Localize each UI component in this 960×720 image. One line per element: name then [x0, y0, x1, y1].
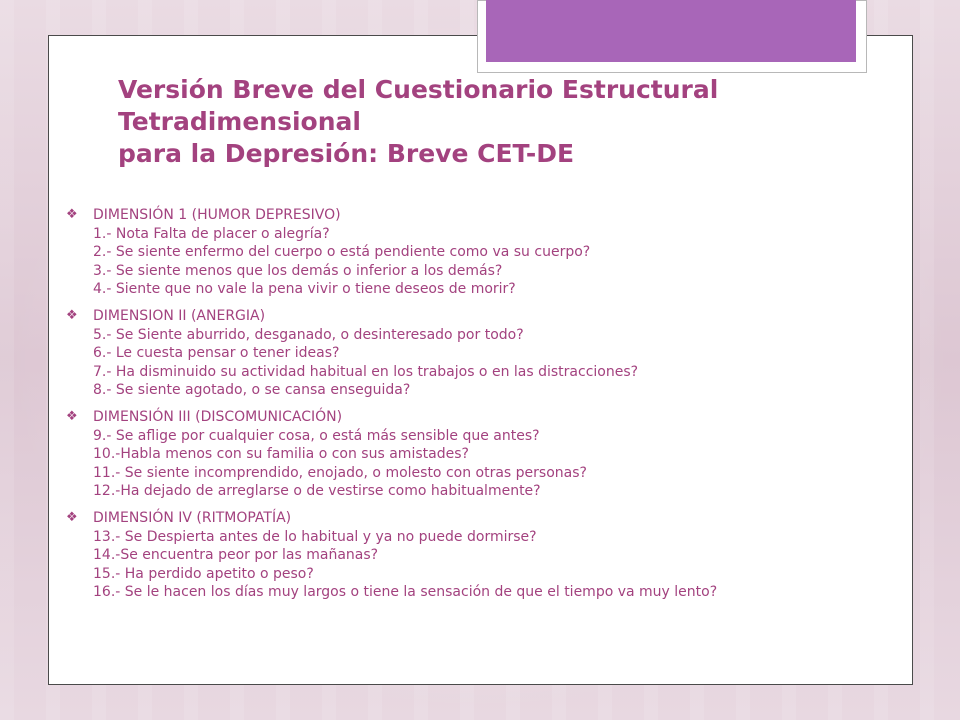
question-item: 2.- Se siente enfermo del cuerpo o está pendiente como va su cuerpo?	[93, 244, 591, 261]
diamond-bullet-icon: ❖	[66, 509, 78, 525]
question-item: 3.- Se siente menos que los demás o inferior a los demás?	[93, 262, 503, 279]
question-item: 1.- Nota Falta de placer o alegría?	[93, 225, 330, 242]
diamond-bullet-icon: ❖	[66, 307, 78, 323]
question-item: 7.- Ha disminuido su actividad habitual en los trabajos o en las distracciones?	[93, 363, 639, 380]
section-heading: DIMENSION II (ANERGIA)	[93, 307, 266, 324]
content-list	[66, 206, 896, 610]
question-item: 12.-Ha dejado de arreglarse o de vestirse como habitualmente?	[93, 483, 541, 500]
section-heading: DIMENSIÓN III (DISCOMUNICACIÓN)	[93, 408, 343, 425]
title-line-1: Versión Breve del Cuestionario Estructural	[118, 75, 719, 104]
title-line-2: Tetradimensional	[118, 107, 361, 136]
question-item: 16.- Se le hacen los días muy largos o tiene la sensación de que el tiempo va muy lento?	[93, 584, 718, 601]
accent-block	[486, 0, 856, 62]
section-ritmopatia	[66, 509, 896, 602]
question-item: 4.- Siente que no vale la pena vivir o tiene deseos de morir?	[93, 281, 516, 298]
question-item: 6.- Le cuesta pensar o tener ideas?	[93, 345, 340, 362]
section-humor-depresivo	[66, 206, 896, 299]
question-item: 9.- Se aflige por cualquier cosa, o está más sensible que antes?	[93, 427, 540, 444]
section-heading: DIMENSIÓN IV (RITMOPATÍA)	[93, 509, 292, 526]
title-line-3: para la Depresión: Breve CET-DE	[118, 139, 575, 168]
question-item: 11.- Se siente incomprendido, enojado, o molesto con otras personas?	[93, 464, 587, 481]
question-item: 8.- Se siente agotado, o se cansa enseguida?	[93, 382, 411, 399]
question-item: 13.- Se Despierta antes de lo habitual y ya no puede dormirse?	[93, 528, 537, 545]
diamond-bullet-icon: ❖	[66, 408, 78, 424]
question-item: 14.-Se encuentra peor por las mañanas?	[93, 547, 379, 564]
section-heading: DIMENSIÓN 1 (HUMOR DEPRESIVO)	[93, 207, 341, 223]
question-item: 10.-Habla menos con su familia o con sus amistades?	[93, 446, 469, 463]
slide-title	[118, 74, 838, 170]
question-item: 5.- Se Siente aburrido, desganado, o desinteresado por todo?	[93, 326, 524, 343]
question-item: 15.- Ha perdido apetito o peso?	[93, 565, 314, 582]
diamond-bullet-icon: ❖	[66, 207, 78, 222]
section-anergia	[66, 307, 896, 400]
section-discomunicacion	[66, 408, 896, 501]
